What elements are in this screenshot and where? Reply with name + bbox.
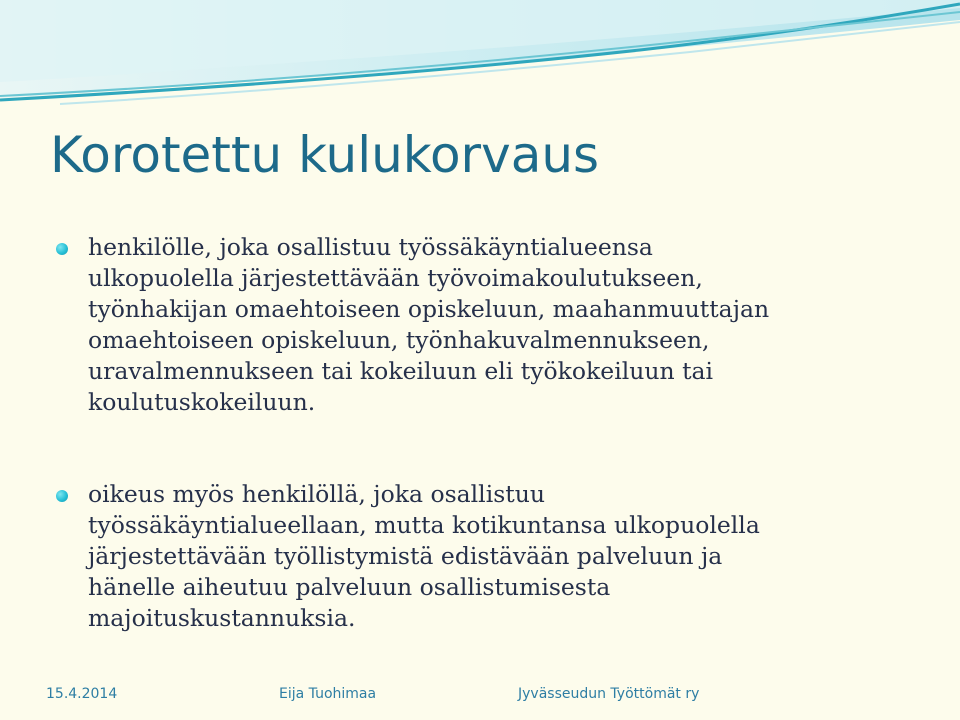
bullet-dot-icon [56,490,68,502]
footer-date: 15.4.2014 [46,686,118,702]
bullet-item [56,232,916,418]
slide-title: Korotettu kulukorvaus [50,126,600,184]
footer-organization: Jyvässeudun Työttömät ry [518,686,700,702]
footer-author: Eija Tuohimaa [279,686,377,702]
bullet-dot-icon [56,243,68,255]
bullet-text: henkilölle, joka osallistuu työssäkäyntialueensa ulkopuolella järjestettävään työvoimakoulutukseen, työnhakijan omaehtoiseen opiskeluun, maahanmuuttajan omaehtoiseen opiskeluun, työnhakuvalmennukseen, uravalmennukseen tai kokeiluun eli työkokeiluun tai koulutuskokeiluun. [88,233,770,416]
bullet-text: oikeus myös henkilöllä, joka osallistuu työssäkäyntialueellaan, mutta kotikuntansa ulkopuolella järjestettävään työllistymistä edistävään palveluun ja hänelle aiheutuu palveluun osallistumisesta majoituskustannuksia. [88,480,760,632]
header-wave-decoration [0,0,960,110]
bullet-item [56,479,916,634]
slide-footer [0,686,960,710]
